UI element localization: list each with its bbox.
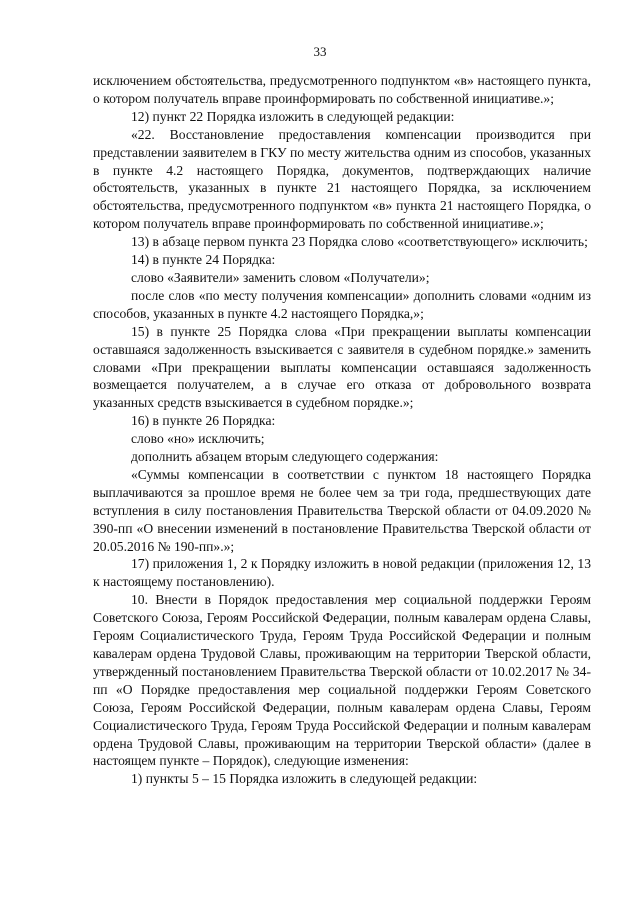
paragraph-item-14-after: после слов «по месту получения компенсации» дополнить словами «одним из способов, указанных в пункте 4.2 настоящего Порядка,»; <box>93 287 591 321</box>
paragraph-item-14-word: слово «Заявители» заменить словом «Получатели»; <box>131 269 430 285</box>
document-body <box>93 72 591 788</box>
paragraph-item-16-add: дополнить абзацем вторым следующего содержания: <box>131 449 439 465</box>
paragraph-item-12: 12) пункт 22 Порядка изложить в следующей редакции: <box>131 108 455 124</box>
paragraph-quote-amounts: «Суммы компенсации в соответствии с пунктом 18 настоящего Порядка выплачиваются за прошлое время не более чем за три года, предшествующих дате вступления в силу постановления Правительства Тверской области от 04.09.2020 № 390-пп «О внесении изменений в постановление Правительства Тверской области от 20.05.2016 № 190-пп».»; <box>93 466 591 554</box>
paragraph-section-10-item-1: 1) пункты 5 – 15 Порядка изложить в следующей редакции: <box>131 771 478 787</box>
paragraph-item-14: 14) в пункте 24 Порядка: <box>131 252 276 268</box>
paragraph-quote-22: «22. Восстановление предоставления компенсации производится при представлении заявителем в ГКУ по месту жительства одним из способов, указанных в пункте 4.2 настоящего Порядка, документов, подтверждающих наличие обстоятельств, указанных в пункте 21 настоящего Порядка, за исключением обстоятельства, предусмотренного подпунктом «в» пункта 21 настоящего Порядка, о котором получатель вправе проинформировать по собственной инициативе.»; <box>93 126 591 232</box>
paragraph-section-10: 10. Внести в Порядок предоставления мер социальной поддержки Героям Советского Союза, Героям Российской Федерации, полным кавалерам ордена Славы, Героям Социалистического Труда, Героям Труда Российской Федерации и полным кавалерам ордена Трудовой Славы, проживающим на территории Тверской области, утвержденный постановлением Правительства Тверской области от 10.02.2017 № 34-пп «О Порядке предоставления мер социальной поддержки Героям Советского Союза, Героям Российской Федерации, полным кавалерам ордена Славы, Героям Социалистического Труда, Героям Труда Российской Федерации и полным кавалерам ордена Трудовой Славы, проживающим на территории Тверской области» (далее в настоящем пункте – Порядок), следующие изменения: <box>93 592 591 769</box>
paragraph-item-13: 13) в абзаце первом пункта 23 Порядка слово «соответствующего» исключить; <box>131 234 588 250</box>
paragraph-item-16-word: слово «но» исключить; <box>131 431 265 447</box>
paragraph-item-16: 16) в пункте 26 Порядка: <box>131 413 276 429</box>
paragraph-continuation: исключением обстоятельства, предусмотренного подпунктом «в» настоящего пункта, о котором получатель вправе проинформировать по собственной инициативе.»; <box>93 73 591 106</box>
paragraph-item-17: 17) приложения 1, 2 к Порядку изложить в новой редакции (приложения 12, 13 к настоящему постановлению). <box>93 556 591 590</box>
page-number: 33 <box>313 44 327 59</box>
paragraph-item-15: 15) в пункте 25 Порядка слова «При прекращении выплаты компенсации оставшаяся задолженность взыскивается с заявителя в судебном порядке.» заменить словами «При прекращении выплаты компенсации оставшаяся задолженность возмещается получателем, а в случае его отказа от добровольного возврата указанных средств взыскивается в судебном порядке.»; <box>93 323 591 411</box>
